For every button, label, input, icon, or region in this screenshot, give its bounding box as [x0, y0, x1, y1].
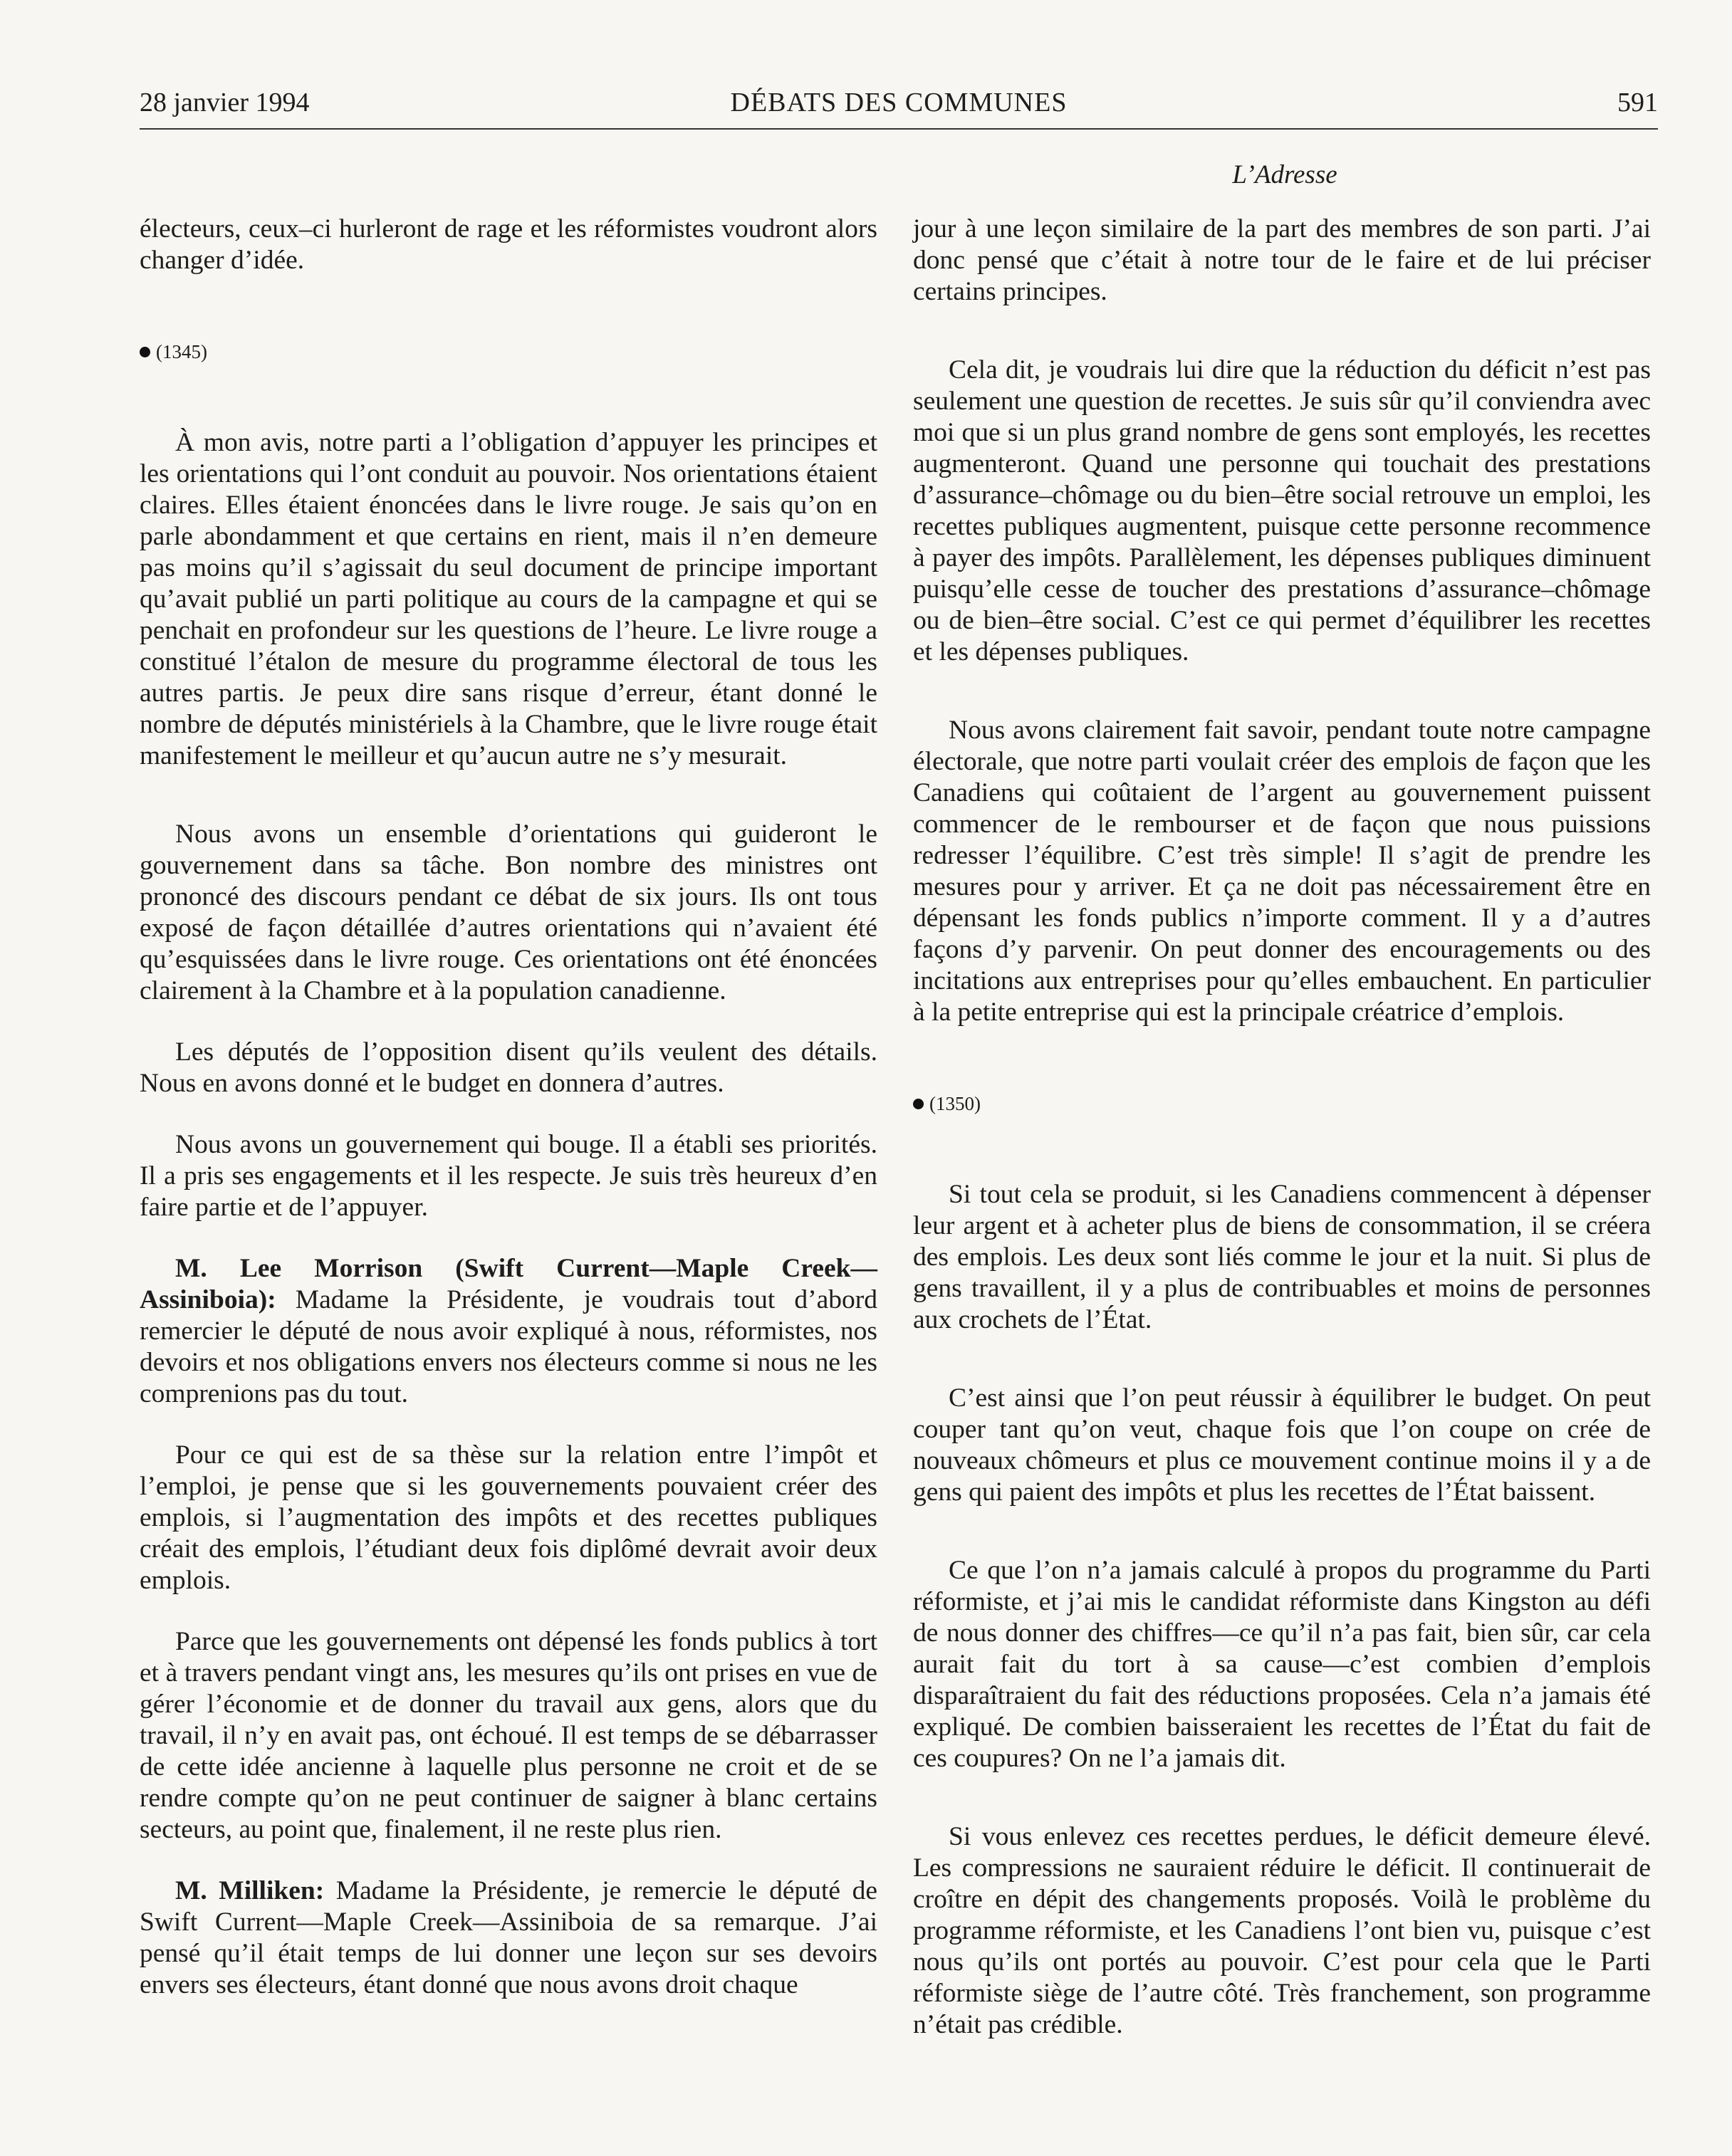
bullet-icon [913, 1099, 924, 1109]
header-title: DÉBATS DES COMMUNES [730, 88, 1068, 117]
running-head: L’Adresse [1232, 160, 1337, 189]
paragraph: Ce que l’on n’a jamais calculé à propos du programme du Parti réformiste, et j’ai mis le candidat réformiste dans Kingston au défi de nous donner des chiffres—ce qu’il n’a pas fait, bien sûr, car cela aurait fait du tort à sa cause—c’est combien d’emplois disparaîtraient du fait des réductions proposées. Cela n’a jamais été expliqué. De combien baisseraient les recettes de l’État du fait de ces coupures? On ne l’a jamais dit. [913, 1556, 1651, 1773]
paragraph: Si tout cela se produit, si les Canadiens commencent à dépenser leur argent et à acheter plus de biens de consommation, il se créera des emplois. Les deux sont liés comme le jour et la nuit. Si plus de gens travaillent, il y a plus de contribuables et moins de personnes aux crochets de l’État. [913, 1180, 1651, 1334]
time-stamp: (1350) [913, 1092, 1651, 1115]
header-rule [140, 128, 1658, 130]
paragraph: Parce que les gouvernements ont dépensé les fonds publics à tort et à travers pendant vingt ans, les mesures qu’ils ont prises en vue de gérer l’économie et de donner du travail aux gens, alors que du travail, il n’y en avait pas, ont échoué. Il est temps de se débarrasser de cette idée ancienne à laquelle plus personne ne croit et de se rendre compte qu’on ne peut continuer de saigner à blanc certains secteurs, au point que, finalement, il ne reste plus rien. [140, 1627, 877, 1844]
paragraph: Les députés de l’opposition disent qu’ils veulent des détails. Nous en avons donné et le budget en donnera d’autres. [140, 1037, 877, 1098]
page-number: 591 [1617, 88, 1658, 117]
paragraph: électeurs, ceux–ci hurleront de rage et les réformistes voudront alors changer d’idée. [140, 214, 877, 275]
right-column [913, 214, 1651, 2041]
speech-paragraph: M. Lee Morrison (Swift Current—Maple Creek—Assiniboia): Madame la Présidente, je voudrais tout d’abord remercier le député de nous avoir expliqué à nous, réformistes, nos devoirs et nos obligations envers nos électeurs comme si nous ne les comprenions pas du tout. [140, 1254, 877, 1408]
paragraph: Nous avons un gouvernement qui bouge. Il a établi ses priorités. Il a pris ses engagements et il les respecte. Je suis très heureux d’en faire partie et de l’appuyer. [140, 1130, 877, 1222]
paragraph: Nous avons un ensemble d’orientations qui guideront le gouvernement dans sa tâche. Bon nombre des ministres ont prononcé des discours pendant ce débat de six jours. Ils ont tous exposé de façon détaillée d’autres orientations qui n’avaient été qu’esquissées dans le livre rouge. Ces orientations ont été énoncées clairement à la Chambre et à la population canadienne. [140, 820, 877, 1005]
bullet-icon [140, 347, 150, 357]
speech-paragraph: M. Milliken: Madame la Présidente, je remercie le député de Swift Current—Maple Creek—Assiniboia de sa remarque. J’ai pensé qu’il était temps de lui donner une leçon sur ses devoirs envers ses électeurs, étant donné que nous avons droit chaque [140, 1876, 878, 1999]
page-header [140, 84, 1658, 127]
left-column [140, 214, 877, 2001]
speaker-name: M. Lee Morrison (Swift Current—Maple Creek—Assiniboia): [140, 1254, 877, 1314]
paragraph: Cela dit, je voudrais lui dire que la réduction du déficit n’est pas seulement une question de recettes. Je suis sûr qu’il conviendra avec moi que si un plus grand nombre de gens sont employés, les recettes augmenteront. Quand une personne qui touchait des prestations d’assurance–chômage ou du bien–être social retrouve un emploi, les recettes publiques augmentent, puisque cette personne recommence à payer des impôts. Parallèlement, les dépenses publiques diminuent puisqu’elle cesse de toucher des prestations d’assurance–chômage ou de bien–être social. C’est ce qui permet d’équilibrer les recettes et les dépenses publiques. [913, 355, 1651, 666]
speaker-name: M. Milliken: [175, 1876, 325, 1905]
header-date: 28 janvier 1994 [140, 88, 310, 117]
paragraph: C’est ainsi que l’on peut réussir à équilibrer le budget. On peut couper tant qu’on veut, chaque fois que l’on coupe on crée de nouveaux chômeurs et plus ce mouvement continue moins il y a de gens qui paient des impôts et plus les recettes de l’État baissent. [913, 1383, 1651, 1507]
paragraph: Si vous enlevez ces recettes perdues, le déficit demeure élevé. Les compressions ne sauraient réduire le déficit. Il continuerait de croître en dépit des changements proposés. Voilà le problème du programme réformiste, et les Canadiens l’ont bien vu, puisque c’est nous qu’ils ont portés au pouvoir. C’est pour cela que le Parti réformiste siège de l’autre côté. Très franchement, son programme n’était pas crédible. [913, 1822, 1651, 2039]
paragraph: À mon avis, notre parti a l’obligation d’appuyer les principes et les orientations qui l’ont conduit au pouvoir. Nos orientations étaient claires. Elles étaient énoncées dans le livre rouge. Je sais qu’on en parle abondamment et que certains en rient, mais il n’en demeure pas moins qu’il s’agissait du seul document de principe important qu’avait publié un parti politique au cours de la campagne et qui se penchait en profondeur sur les questions de l’heure. Le livre rouge a constitué l’étalon de mesure du programme électoral de tous les autres partis. Je peux dire sans risque d’erreur, étant donné le nombre de députés ministériels à la Chambre, que le livre rouge était manifestement le meilleur et qu’aucun autre ne s’y mesurait. [140, 428, 877, 770]
time-stamp: (1345) [140, 340, 877, 363]
paragraph: jour à une leçon similaire de la part des membres de son parti. J’ai donc pensé que c’était à notre tour de le faire et de lui préciser certains principes. [913, 214, 1651, 306]
paragraph: Pour ce qui est de sa thèse sur la relation entre l’impôt et l’emploi, je pense que si les gouvernements pouvaient créer des emplois, si l’augmentation des impôts et des recettes publiques créait des emplois, l’étudiant deux fois diplômé devrait avoir deux emplois. [140, 1440, 877, 1595]
paragraph: Nous avons clairement fait savoir, pendant toute notre campagne électorale, que notre parti voulait créer des emplois de façon que les Canadiens qui coûtaient de l’argent au gouvernement puissent commencer de le rembourser et de façon que nous puissions redresser l’équilibre. C’est très simple! Il s’agit de prendre les mesures pour y arriver. Et ça ne doit pas nécessairement être en dépensant les fonds publics n’importe comment. Il y a d’autres façons d’y parvenir. On peut donner des encouragements ou des incitations aux entreprises pour qu’elles embauchent. En particulier à la petite entreprise qui est la principale créatrice d’emplois. [913, 716, 1651, 1027]
